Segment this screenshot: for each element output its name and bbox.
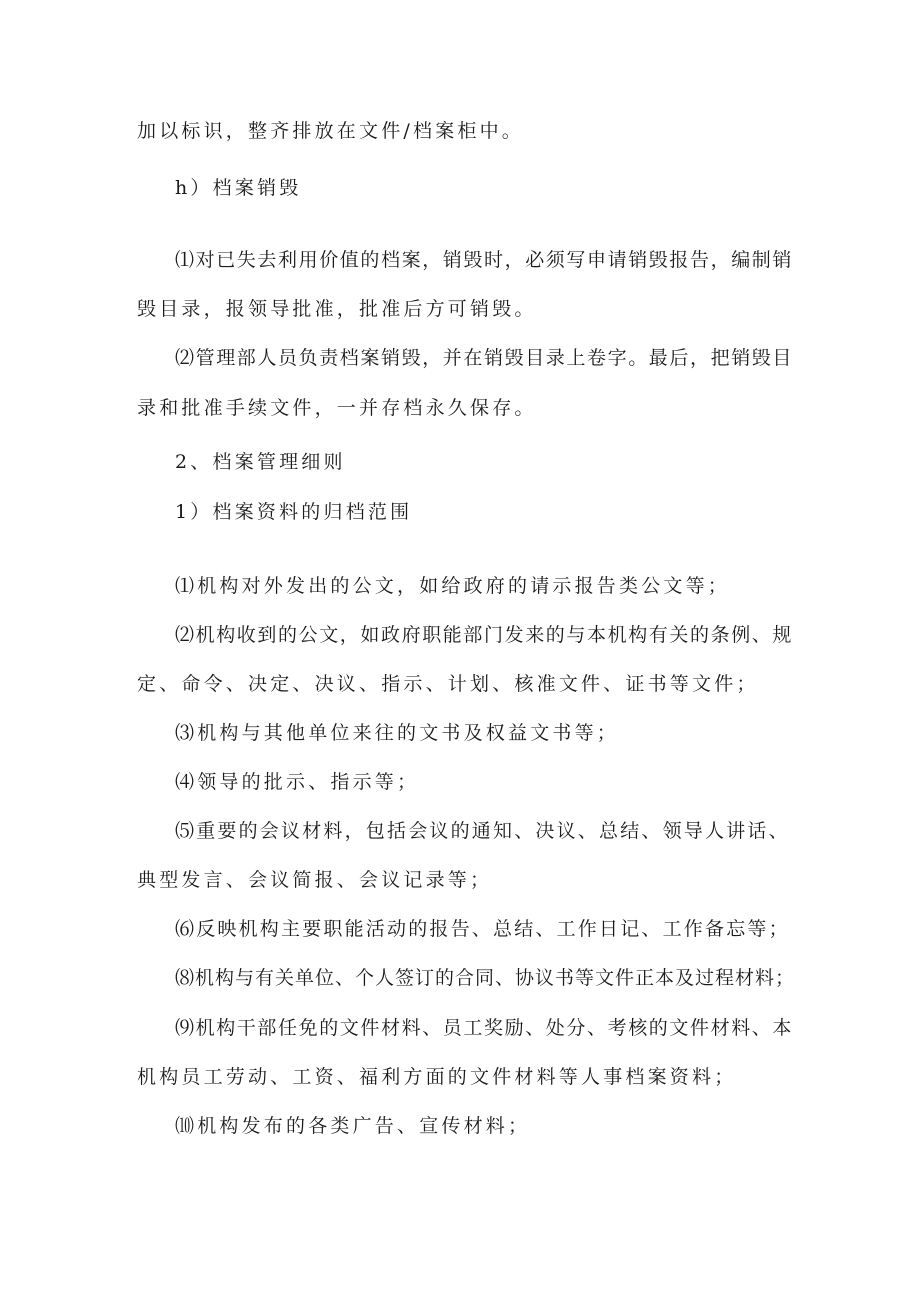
- subsection-heading-1: 1）档案资料的归档范围: [175, 501, 413, 523]
- list-item-scope-5: ⑸重要的会议材料，包括会议的通知、决议、总结、领导人讲话、: [175, 820, 790, 842]
- list-item-destroy-2-cont: 录和批准手续文件，一并存档永久保存。: [137, 397, 537, 419]
- list-item-destroy-1-cont: 毁目录，报领导批准，批准后方可销毁。: [137, 298, 537, 320]
- paragraph-continuation: 加以标识，整齐排放在文件/档案柜中。: [137, 120, 525, 142]
- list-item-scope-8: ⑻机构与有关单位、个人签订的合同、协议书等文件正本及过程材料；: [175, 967, 796, 989]
- list-item-scope-9: ⑼机构干部任免的文件材料、员工奖励、处分、考核的文件材料、本: [175, 1017, 794, 1039]
- list-item-scope-9-cont: 机构员工劳动、工资、福利方面的文件材料等人事档案资料；: [137, 1066, 737, 1088]
- list-item-scope-2-cont: 定、命令、决定、决议、指示、计划、核准文件、证书等文件；: [137, 673, 759, 695]
- list-item-scope-2: ⑵机构收到的公文，如政府职能部门发来的与本机构有关的条例、规: [175, 624, 794, 646]
- section-heading-h: h）档案销毁: [175, 177, 302, 199]
- list-item-destroy-1: ⑴对已失去利用价值的档案，销毁时，必须写申请销毁报告，编制销: [175, 249, 794, 271]
- list-item-scope-3: ⑶机构与其他单位来往的文书及权益文书等；: [175, 722, 620, 744]
- list-item-scope-10: ⑽机构发布的各类广告、宣传材料；: [175, 1115, 531, 1137]
- list-item-scope-6: ⑹反映机构主要职能活动的报告、总结、工作日记、工作备忘等；: [175, 918, 790, 940]
- list-item-scope-1: ⑴机构对外发出的公文，如给政府的请示报告类公文等；: [175, 575, 731, 597]
- list-item-scope-4: ⑷领导的批示、指示等；: [175, 771, 420, 793]
- section-heading-2: 2、档案管理细则: [175, 451, 346, 473]
- list-item-destroy-2: ⑵管理部人员负责档案销毁，并在销毁目录上卷字。最后，把销毁目: [175, 347, 794, 369]
- list-item-scope-5-cont: 典型发言、会议简报、会议记录等；: [137, 869, 493, 891]
